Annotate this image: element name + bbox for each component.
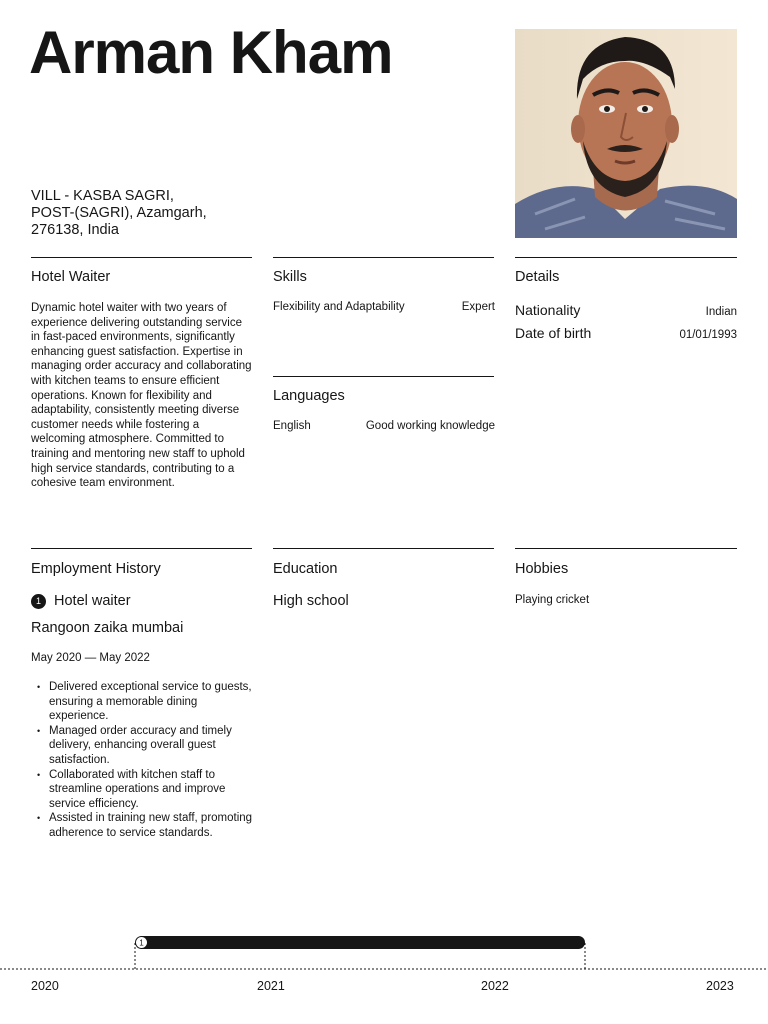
skill-level: Expert (461, 301, 495, 313)
languages-title: Languages (273, 388, 345, 404)
timeline-year-label: 2022 (481, 979, 509, 993)
profile-photo (515, 29, 737, 238)
divider (515, 257, 737, 258)
skill-name: Flexibility and Adaptability (273, 301, 405, 313)
detail-value: 01/01/1993 (679, 329, 737, 341)
profile-title: Hotel Waiter (31, 269, 111, 285)
timeline-svg (0, 925, 768, 975)
employment-title: Employment History (31, 561, 161, 577)
employment-timeline (0, 925, 768, 975)
address (31, 188, 261, 239)
education-degree: High school (273, 593, 349, 609)
divider (31, 548, 252, 549)
address-line-1: VILL - KASBA SAGRI, (31, 188, 174, 204)
hobbies-title: Hobbies (515, 561, 569, 577)
job-position (31, 592, 131, 610)
timeline-year-label: 2021 (257, 979, 285, 993)
skills-title: Skills (273, 269, 307, 285)
divider (273, 376, 494, 377)
education-title: Education (273, 561, 338, 577)
timeline-bar (135, 936, 585, 949)
details-title: Details (515, 269, 560, 285)
skill-item (273, 300, 495, 315)
detail-row-nationality (515, 302, 737, 318)
profile-summary: Dynamic hotel waiter with two years of experience delivering outstanding service in fast-paced environments, significantly enhancing guest satisfaction. Expertise in managing order accuracy and collaborating with kitchen teams to ensure efficient operations. Known for flexibility and adaptability, consistently meeting diverse customer needs while fostering a welcoming atmosphere. Committed to training and mentoring new staff to uphold high service standards, contributing to a cohesive team environment. (31, 302, 252, 490)
list-item: • Assisted in training new staff, promoting adherence to service standards. (49, 811, 257, 840)
timeline-year-label: 2020 (31, 979, 59, 993)
address-line-3: 276138, India (31, 222, 119, 238)
job-bullets (31, 680, 257, 841)
list-item: • Delivered exceptional service to guests, ensuring a memorable dining experience. (49, 680, 257, 724)
job-employer: Rangoon zaika mumbai (31, 620, 184, 636)
detail-row-dob (515, 325, 737, 341)
timeline-year-label: 2023 (706, 979, 734, 993)
list-item: • Collaborated with kitchen staff to streamline operations and improve service efficiency. (49, 768, 257, 812)
profile-photo-image (515, 29, 737, 238)
job-dates: May 2020 — May 2022 (31, 652, 150, 664)
detail-value: Indian (705, 306, 737, 318)
resume-name: Arman Kham (29, 19, 393, 86)
list-item: • Managed order accuracy and timely delivery, enhancing overall guest satisfaction. (49, 724, 257, 768)
address-line-2: POST-(SAGRI), Azamgarh, (31, 205, 207, 221)
language-name: English (273, 420, 311, 432)
detail-label: Nationality (515, 302, 581, 318)
language-level: Good working knowledge (365, 420, 495, 432)
hobbies-text: Playing cricket (515, 594, 590, 606)
detail-label: Date of birth (515, 325, 592, 341)
job-title: Hotel waiter (54, 593, 131, 609)
divider (515, 548, 737, 549)
language-item (273, 419, 495, 434)
divider (273, 548, 494, 549)
job-index-badge: 1 (31, 594, 46, 609)
divider (31, 257, 252, 258)
divider (273, 257, 494, 258)
timeline-bar-label: 1 (139, 938, 144, 948)
